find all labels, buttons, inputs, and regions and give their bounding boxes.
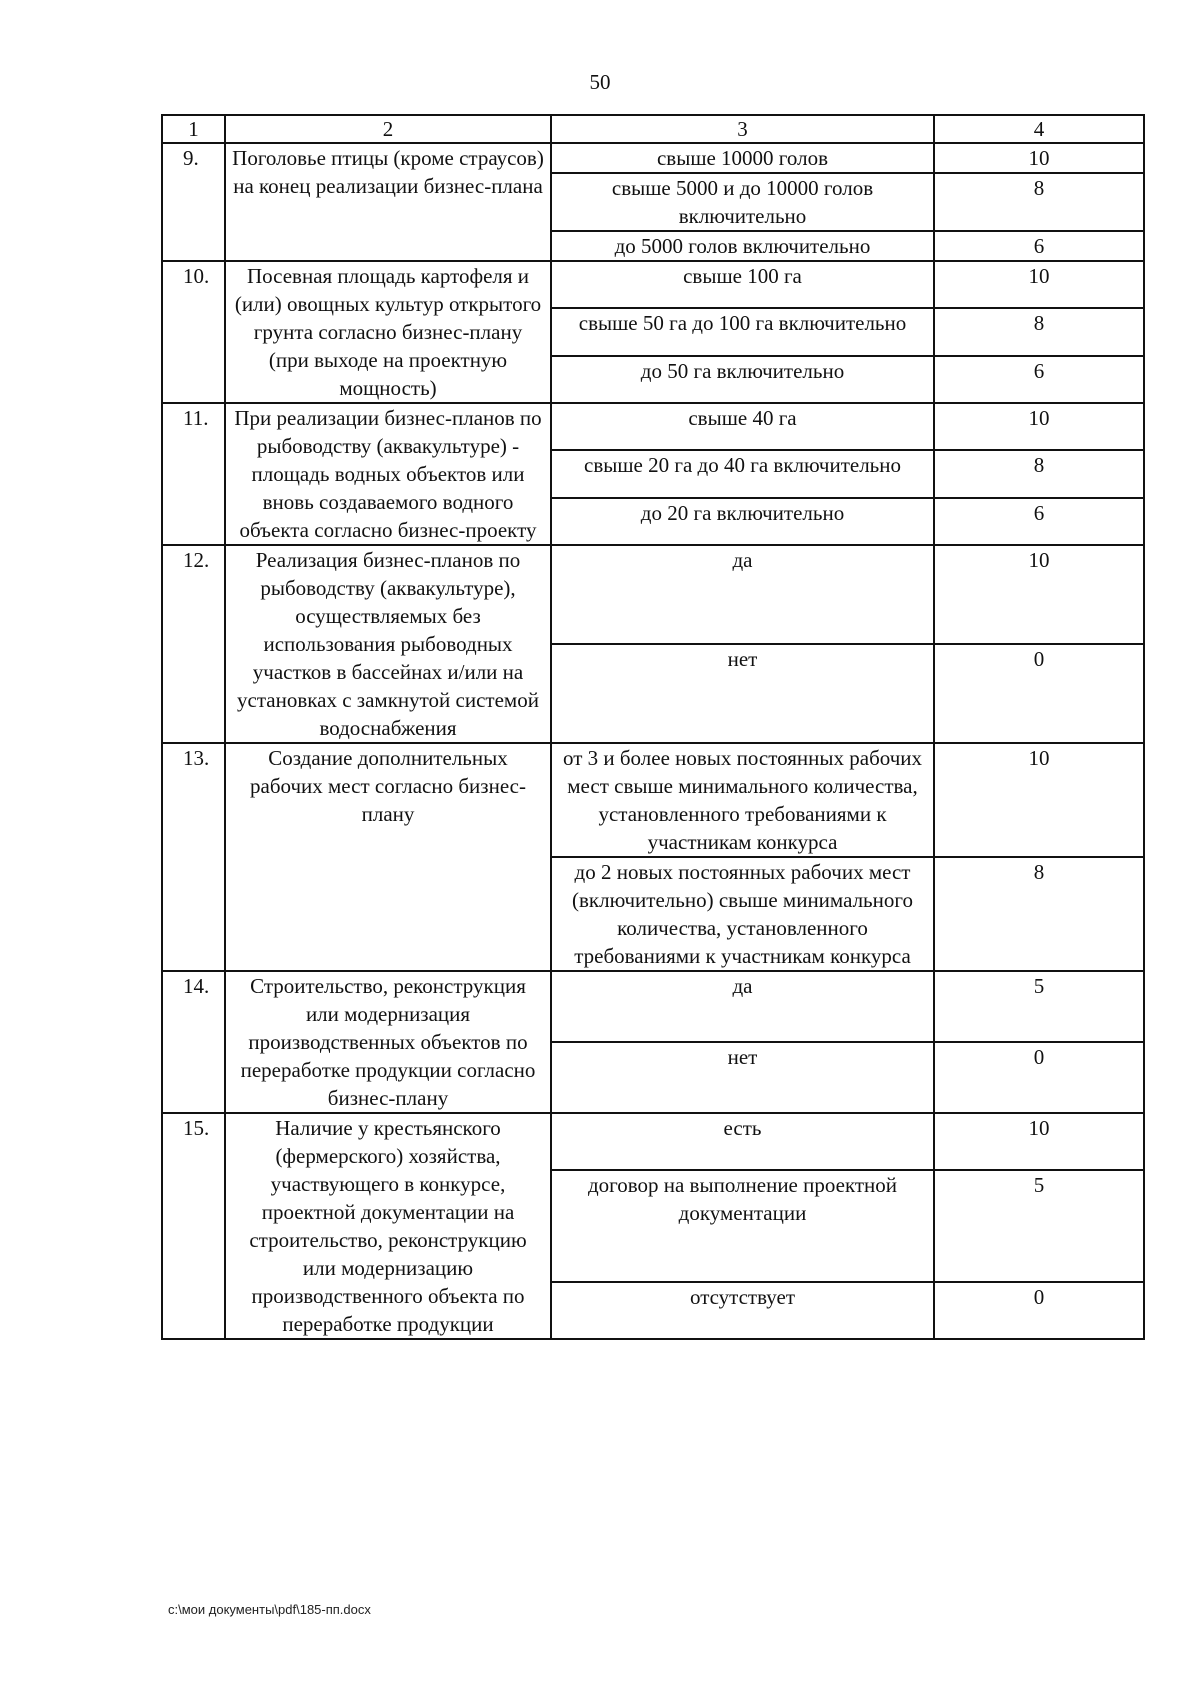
table-row xyxy=(162,971,1144,1042)
criterion-number: 10. xyxy=(162,261,225,403)
criterion-name: Посевная площадь картофеля и (или) овощных культур открытого грунта согласно бизнес-плану (при выходе на проектную мощность) xyxy=(225,261,551,403)
header-col-3: 3 xyxy=(551,115,934,143)
criterion-condition: свыше 40 га xyxy=(551,403,934,450)
criterion-score: 5 xyxy=(934,971,1144,1042)
criterion-score: 0 xyxy=(934,644,1144,743)
criterion-condition: нет xyxy=(551,1042,934,1113)
criterion-number: 14. xyxy=(162,971,225,1113)
criterion-number: 12. xyxy=(162,545,225,743)
criterion-score: 10 xyxy=(934,1113,1144,1170)
table-header-row xyxy=(162,115,1144,143)
criterion-name: Реализация бизнес-планов по рыбоводству (аквакультуре), осуществляемых без использования рыбоводных участков в бассейнах и/или на установках с замкнутой системой водоснабжения xyxy=(225,545,551,743)
criterion-number: 9. xyxy=(162,143,225,261)
criterion-score: 10 xyxy=(934,743,1144,857)
criterion-condition: свыше 10000 голов xyxy=(551,143,934,173)
table-row xyxy=(162,1113,1144,1170)
table-row xyxy=(162,743,1144,857)
criterion-condition: договор на выполнение проектной документации xyxy=(551,1170,934,1281)
criterion-score: 8 xyxy=(934,173,1144,231)
criterion-condition: да xyxy=(551,971,934,1042)
table-row xyxy=(162,403,1144,450)
header-col-1: 1 xyxy=(162,115,225,143)
footer-file-path: c:\мои документы\pdf\185-пп.docx xyxy=(168,1602,371,1617)
table-row xyxy=(162,545,1144,644)
criterion-score: 10 xyxy=(934,261,1144,308)
criterion-name: При реализации бизнес-планов по рыбоводству (аквакультуре) - площадь водных объектов или вновь создаваемого водного объекта согласно бизнес-проекту xyxy=(225,403,551,545)
criterion-score: 0 xyxy=(934,1042,1144,1113)
criteria-table-body xyxy=(162,115,1144,1339)
criterion-condition: от 3 и более новых постоянных рабочих мест свыше минимального количества, установленного требованиями к участникам конкурса xyxy=(551,743,934,857)
criterion-score: 5 xyxy=(934,1170,1144,1281)
criterion-name: Строительство, реконструкция или модернизация производственных объектов по переработке продукции согласно бизнес-плану xyxy=(225,971,551,1113)
criterion-score: 10 xyxy=(934,545,1144,644)
criterion-condition: до 50 га включительно xyxy=(551,356,934,403)
criterion-condition: нет xyxy=(551,644,934,743)
criterion-condition: отсутствует xyxy=(551,1282,934,1339)
criterion-name: Поголовье птицы (кроме страусов) на конец реализации бизнес-плана xyxy=(225,143,551,261)
criterion-number: 13. xyxy=(162,743,225,971)
criterion-condition: свыше 50 га до 100 га включительно xyxy=(551,308,934,355)
criterion-number: 11. xyxy=(162,403,225,545)
criteria-table xyxy=(161,114,1145,1340)
criterion-score: 6 xyxy=(934,498,1144,545)
criterion-condition: свыше 100 га xyxy=(551,261,934,308)
criterion-score: 0 xyxy=(934,1282,1144,1339)
criterion-condition: да xyxy=(551,545,934,644)
criterion-condition: есть xyxy=(551,1113,934,1170)
criterion-score: 10 xyxy=(934,403,1144,450)
criterion-score: 10 xyxy=(934,143,1144,173)
header-col-2: 2 xyxy=(225,115,551,143)
header-col-4: 4 xyxy=(934,115,1144,143)
criterion-condition: свыше 5000 и до 10000 голов включительно xyxy=(551,173,934,231)
criterion-name: Наличие у крестьянского (фермерского) хозяйства, участвующего в конкурсе, проектной документации на строительство, реконструкцию или модернизацию производственного объекта по переработке продукции xyxy=(225,1113,551,1339)
criterion-score: 8 xyxy=(934,308,1144,355)
table-row xyxy=(162,143,1144,173)
criterion-score: 8 xyxy=(934,857,1144,971)
criterion-condition: до 20 га включительно xyxy=(551,498,934,545)
table-row xyxy=(162,261,1144,308)
criterion-number: 15. xyxy=(162,1113,225,1339)
criterion-score: 6 xyxy=(934,231,1144,261)
criterion-score: 8 xyxy=(934,450,1144,497)
criterion-condition: свыше 20 га до 40 га включительно xyxy=(551,450,934,497)
page-number: 50 xyxy=(589,70,611,94)
criterion-name: Создание дополнительных рабочих мест согласно бизнес-плану xyxy=(225,743,551,971)
criterion-condition: до 5000 голов включительно xyxy=(551,231,934,261)
criterion-score: 6 xyxy=(934,356,1144,403)
criterion-condition: до 2 новых постоянных рабочих мест (включительно) свыше минимального количества, установленного требованиями к участникам конкурса xyxy=(551,857,934,971)
